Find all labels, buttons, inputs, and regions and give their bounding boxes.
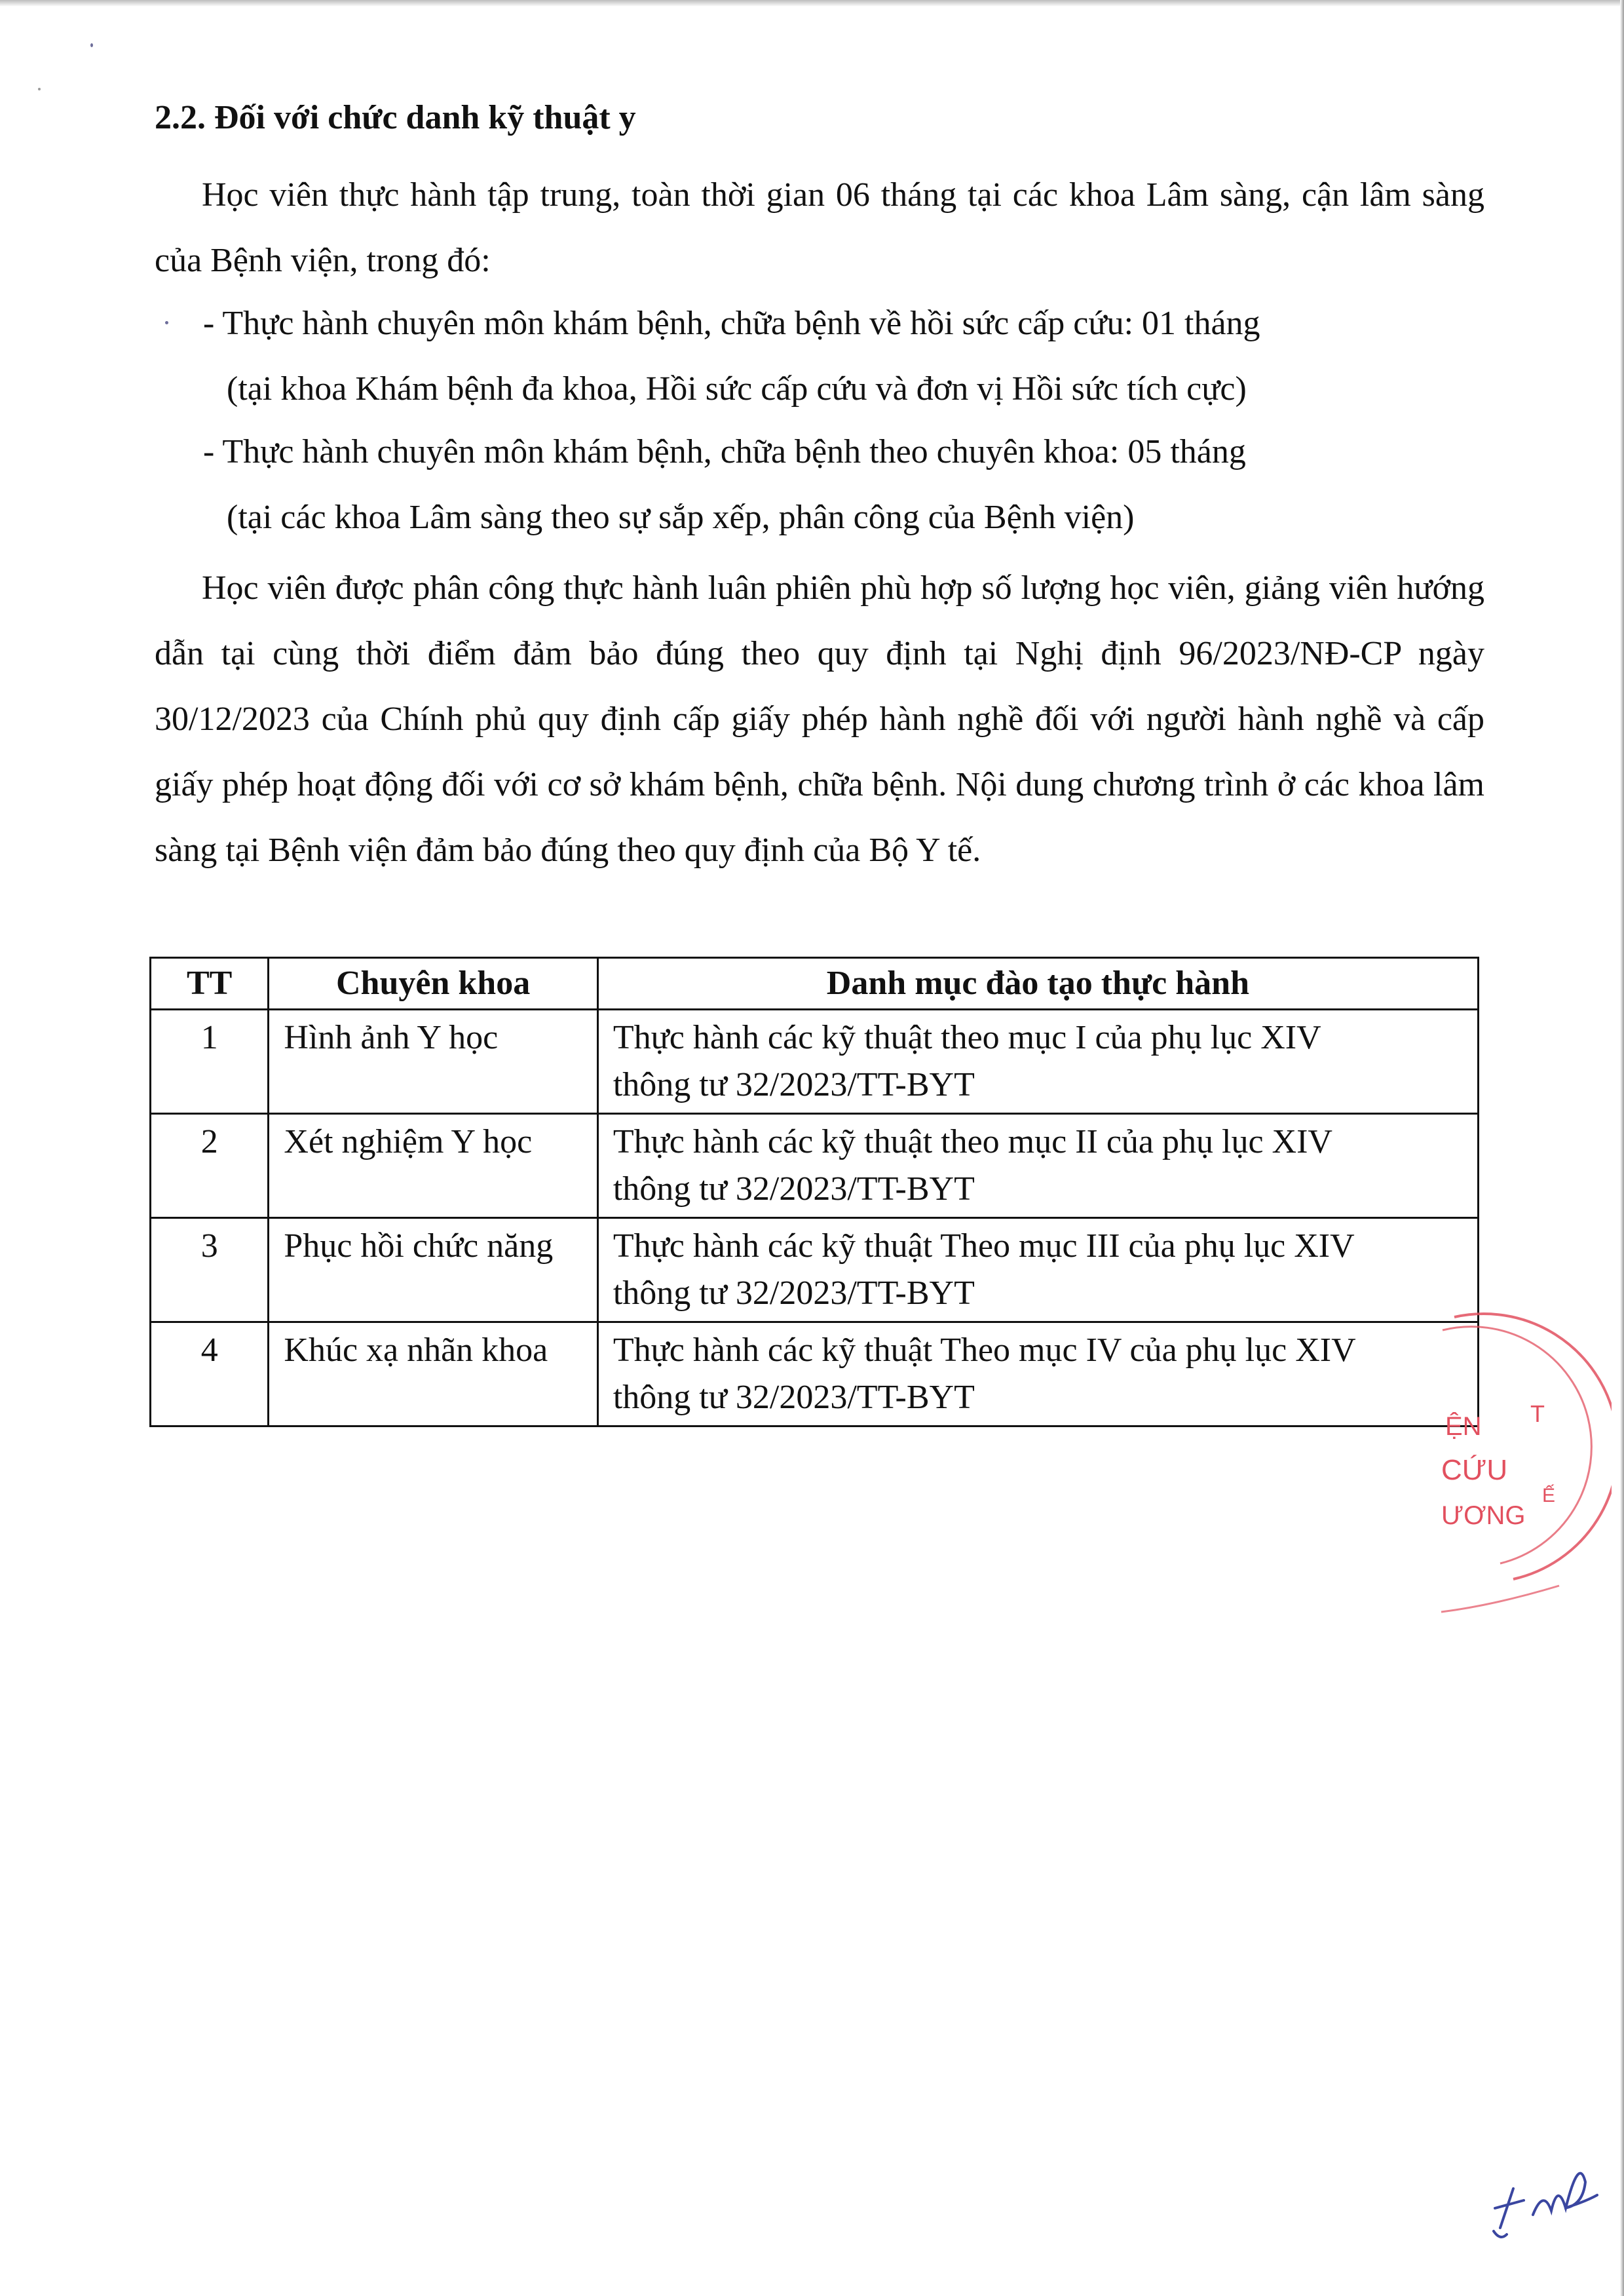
- cell-training-list: [597, 1322, 1478, 1426]
- training-table: [149, 957, 1479, 1427]
- official-seal-stamp: [1402, 1304, 1612, 1632]
- body-paragraph: Học viên được phân công thực hành luân phiên phù hợp số lượng học viên, giảng viên hướng dẫn tại cùng thời điểm đảm bảo đúng theo quy định tại Nghị định 96/2023/NĐ-CP ngày 30/12/2023 của Chính phủ quy định cấp giấy phép hành nghề đối với người hành nghề và cấp giấy phép hoạt động đối với cơ sở khám bệnh, chữa bệnh. Nội dung chương trình ở các khoa lâm sàng tại Bệnh viện đảm bảo đúng theo quy định của Bộ Y tế.: [155, 569, 1484, 869]
- section-heading: 2.2. Đối với chức danh kỹ thuật y: [155, 99, 636, 136]
- cell-line: Thực hành các kỹ thuật theo mục I của phụ lục XIV: [613, 1019, 1321, 1056]
- header-specialty: Chuyên khoa: [269, 958, 597, 1010]
- table-row: [151, 1114, 1479, 1218]
- scan-speck: [38, 88, 41, 90]
- cell-line: Thực hành các kỹ thuật Theo mục IV của phụ lục XIV: [613, 1331, 1356, 1369]
- cell-line: thông tư 32/2023/TT-BYT: [613, 1379, 975, 1416]
- cell-tt: 1: [151, 1010, 269, 1114]
- cell-line: thông tư 32/2023/TT-BYT: [613, 1274, 975, 1312]
- cell-training-list: [597, 1218, 1478, 1322]
- scan-speck: [90, 43, 93, 47]
- cell-line: thông tư 32/2023/TT-BYT: [613, 1066, 975, 1103]
- table-header-row: [151, 958, 1479, 1010]
- cell-training-list: [597, 1010, 1478, 1114]
- header-training-list: Danh mục đào tạo thực hành: [597, 958, 1478, 1010]
- cell-tt: 2: [151, 1114, 269, 1218]
- bullet-item-emergency-detail: (tại khoa Khám bệnh đa khoa, Hồi sức cấp cứu và đơn vị Hồi sức tích cực): [227, 370, 1247, 408]
- seal-text-fragment: ỆN: [1445, 1412, 1482, 1441]
- cell-line: Thực hành các kỹ thuật Theo mục III của phụ lục XIV: [613, 1227, 1355, 1265]
- bullet-item-specialty-detail: (tại các khoa Lâm sàng theo sự sắp xếp, phân công của Bệnh viện): [227, 499, 1135, 536]
- seal-text-fragment: CỨU: [1441, 1454, 1508, 1486]
- seal-text-fragment: T: [1530, 1400, 1545, 1427]
- cell-tt: 3: [151, 1218, 269, 1322]
- table-row: [151, 1322, 1479, 1426]
- bullet-item-specialty: - Thực hành chuyên môn khám bệnh, chữa bệnh theo chuyên khoa: 05 tháng: [203, 433, 1246, 470]
- cell-specialty: Xét nghiệm Y học: [269, 1114, 597, 1218]
- cell-specialty: Phục hồi chức năng: [269, 1218, 597, 1322]
- seal-text-fragment: Ế: [1542, 1485, 1556, 1506]
- cell-specialty: Khúc xạ nhãn khoa: [269, 1322, 597, 1426]
- scan-speck: [165, 321, 168, 324]
- cell-line: thông tư 32/2023/TT-BYT: [613, 1170, 975, 1208]
- seal-text-fragment: ƯƠNG: [1441, 1501, 1526, 1530]
- table-row: [151, 1010, 1479, 1114]
- header-tt: TT: [151, 958, 269, 1010]
- bullet-item-emergency: - Thực hành chuyên môn khám bệnh, chữa bệnh về hồi sức cấp cứu: 01 tháng: [203, 305, 1260, 342]
- intro-paragraph: Học viên thực hành tập trung, toàn thời gian 06 tháng tại các khoa Lâm sàng, cận lâm sàng của Bệnh viện, trong đó:: [155, 176, 1484, 279]
- cell-line: Thực hành các kỹ thuật theo mục II của phụ lục XIV: [613, 1123, 1332, 1160]
- cell-specialty: Hình ảnh Y học: [269, 1010, 597, 1114]
- handwritten-initials: [1487, 2143, 1605, 2241]
- cell-tt: 4: [151, 1322, 269, 1426]
- cell-training-list: [597, 1114, 1478, 1218]
- table-row: [151, 1218, 1479, 1322]
